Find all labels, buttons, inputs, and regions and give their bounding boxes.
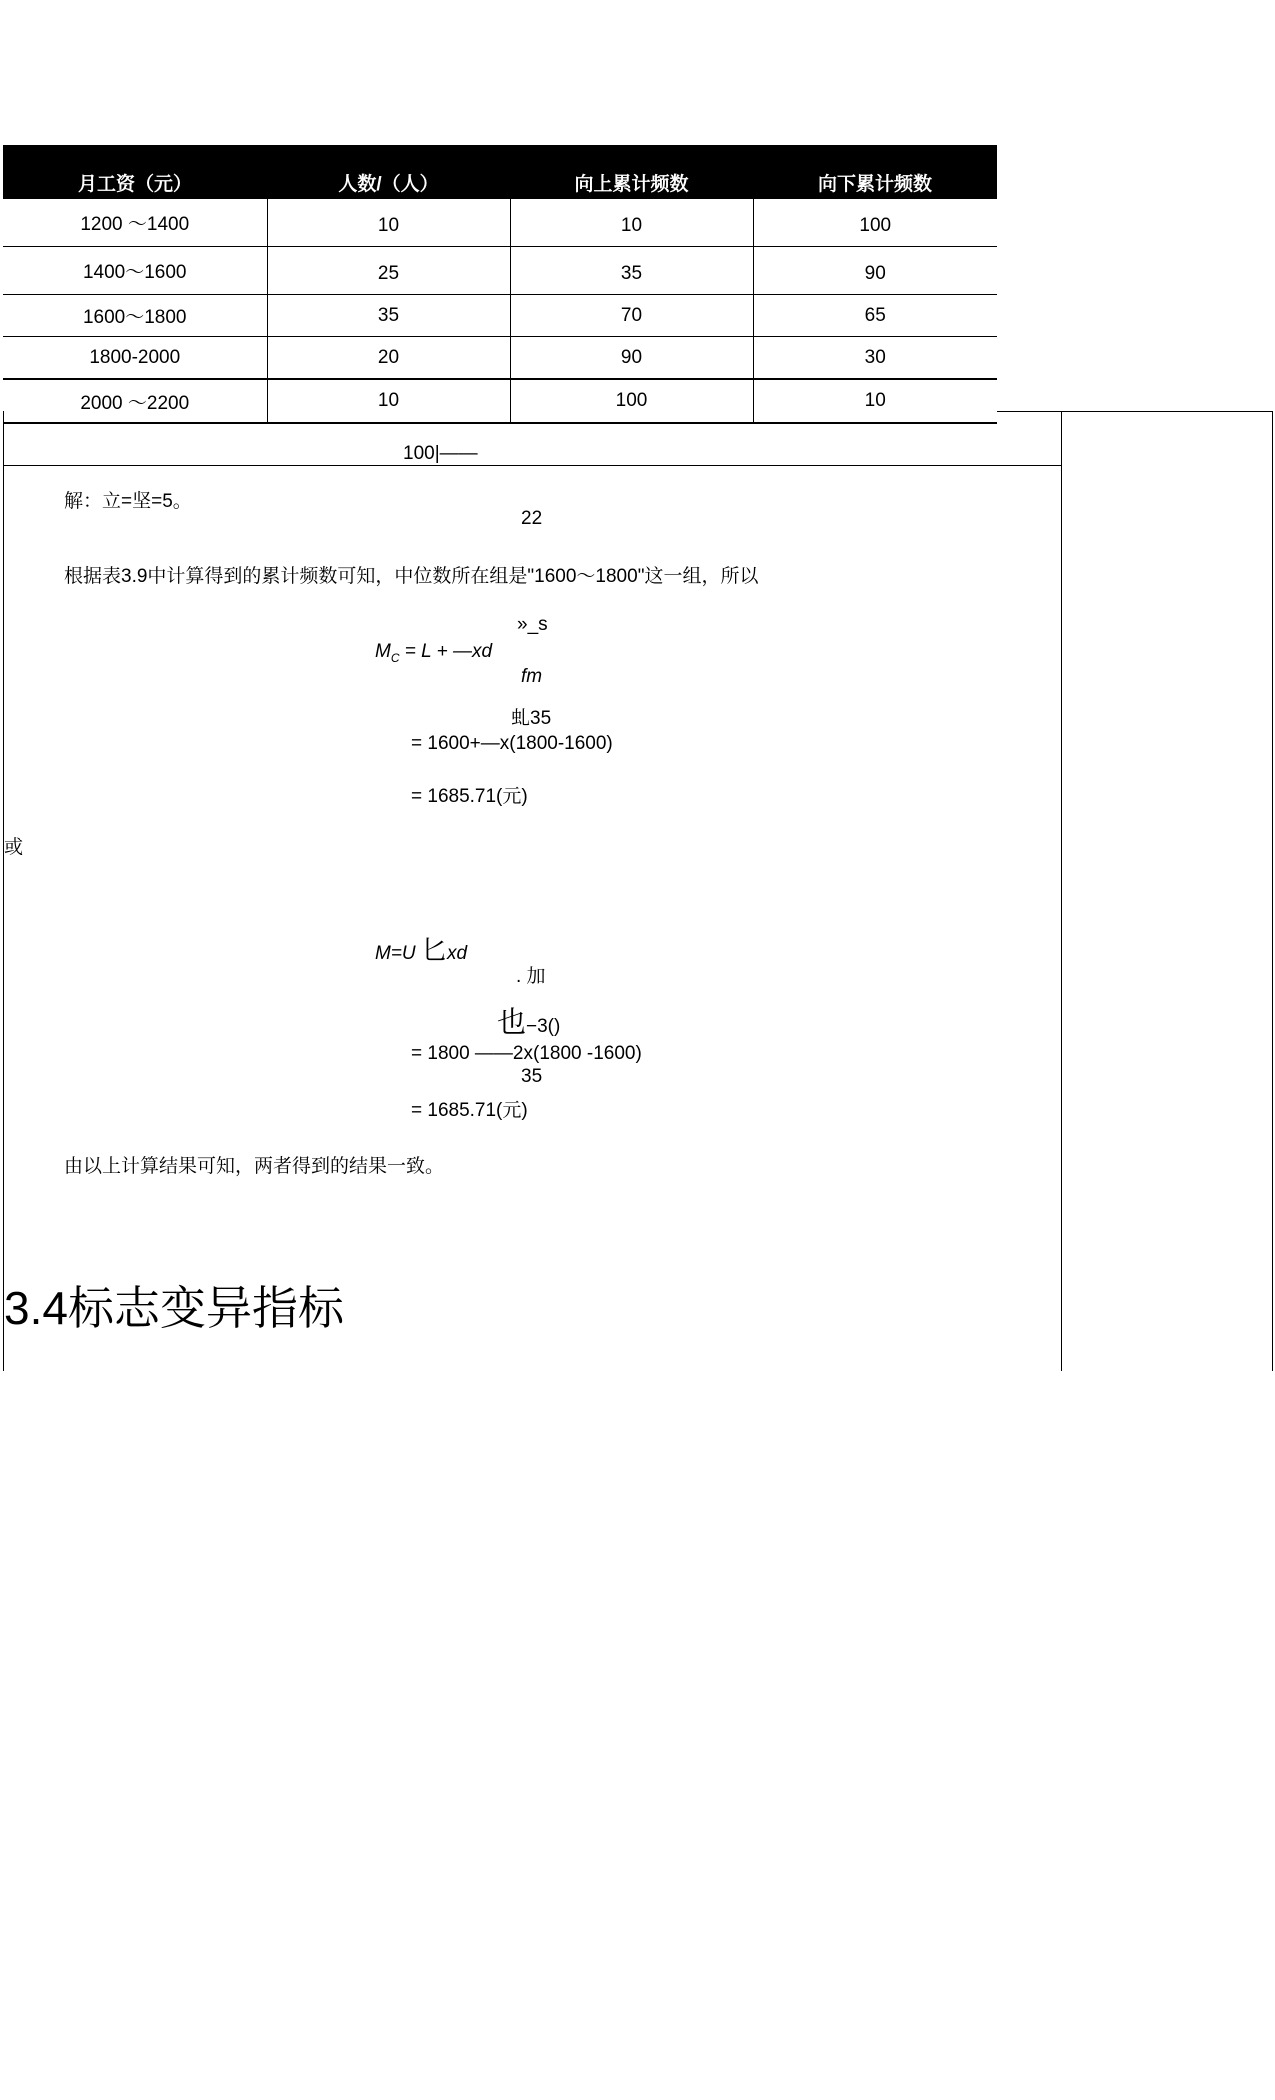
table-row: [3, 337, 997, 380]
header-monthly-wage: 月工资（元）: [3, 145, 267, 199]
table-cell: 1400〜1600: [3, 247, 267, 295]
frame-middle-line: [1061, 411, 1062, 1371]
table-cell: 2000 〜2200: [3, 379, 267, 423]
formula1-subscript: C: [390, 650, 400, 665]
table-row: [3, 199, 997, 247]
paragraph-median-group: 根据表3.9中计算得到的累计频数可知，中位数所在组是"1600〜1800"这一组，所以: [64, 566, 759, 587]
table-cell: 35: [510, 247, 753, 295]
table-cell: 90: [510, 337, 753, 380]
table-row: [3, 379, 997, 423]
table-cell: 100: [753, 199, 997, 247]
table-cell: 10: [267, 199, 510, 247]
formula2-symbol: M=U: [375, 943, 421, 964]
formula1-result: = 1685.71(元): [411, 786, 528, 807]
table-cell: 10: [510, 199, 753, 247]
table-cell: 35: [267, 295, 510, 337]
formula2-main: [375, 930, 467, 967]
formula1-symbol: M: [375, 641, 391, 662]
table-cell: 20: [267, 337, 510, 380]
formula1-denominator: fm: [521, 666, 543, 687]
table-row: [3, 247, 997, 295]
table-cell: 90: [753, 247, 997, 295]
table-header-row: [3, 145, 997, 199]
table-cell: 1800-2000: [3, 337, 267, 380]
formula1-step-top: 虬35: [511, 708, 552, 729]
formula1-numerator: »_s: [517, 614, 548, 635]
or-label: 或: [4, 837, 24, 858]
formula2-sub-line: . 加: [516, 966, 546, 987]
table-cell: 10: [267, 379, 510, 423]
frame-right-line: [1272, 411, 1273, 1371]
frequency-table: [3, 145, 997, 424]
fragment-100: 100|——: [403, 443, 478, 464]
table-cell: 1600〜1800: [3, 295, 267, 337]
table-cell: 25: [267, 247, 510, 295]
formula1-main: [375, 641, 492, 665]
table-cell: 10: [753, 379, 997, 423]
formula2-big-rest: −3(): [526, 1016, 561, 1037]
header-people-count: 人数/（人）: [267, 145, 510, 199]
section-heading: 3.4标志变异指标: [4, 1282, 344, 1334]
formula1-rest: = L + —xd: [399, 641, 493, 662]
table-cell: 30: [753, 337, 997, 380]
table-row: [3, 295, 997, 337]
table-cell: 70: [510, 295, 753, 337]
frame-top-line: [997, 411, 1272, 412]
formula2-denominator: 35: [521, 1066, 543, 1087]
table-cell: 100: [510, 379, 753, 423]
header-cumulative-up: 向上累计频数: [510, 145, 753, 199]
table-cell: 65: [753, 295, 997, 337]
table-cell: 1200 〜1400: [3, 199, 267, 247]
frame-left-line: [3, 411, 4, 1371]
solution-line: 解：立=坚=5。: [64, 491, 192, 512]
header-cumulative-down: 向下累计频数: [753, 145, 997, 199]
formula2-glyph: 匕: [420, 935, 447, 965]
formula1-step: = 1600+—x(1800-1600): [411, 733, 613, 754]
formula2-after: xd: [446, 943, 468, 964]
fragment-22: 22: [521, 508, 543, 529]
frame-divider-line: [3, 465, 1061, 466]
formula2-big-glyph: 也: [497, 1007, 527, 1039]
formula2-step: = 1800 ——2x(1800 -1600): [411, 1043, 642, 1064]
formula2-big-line: [497, 1000, 560, 1041]
formula2-result: = 1685.71(元): [411, 1100, 528, 1121]
conclusion-text: 由以上计算结果可知，两者得到的结果一致。: [64, 1156, 445, 1177]
